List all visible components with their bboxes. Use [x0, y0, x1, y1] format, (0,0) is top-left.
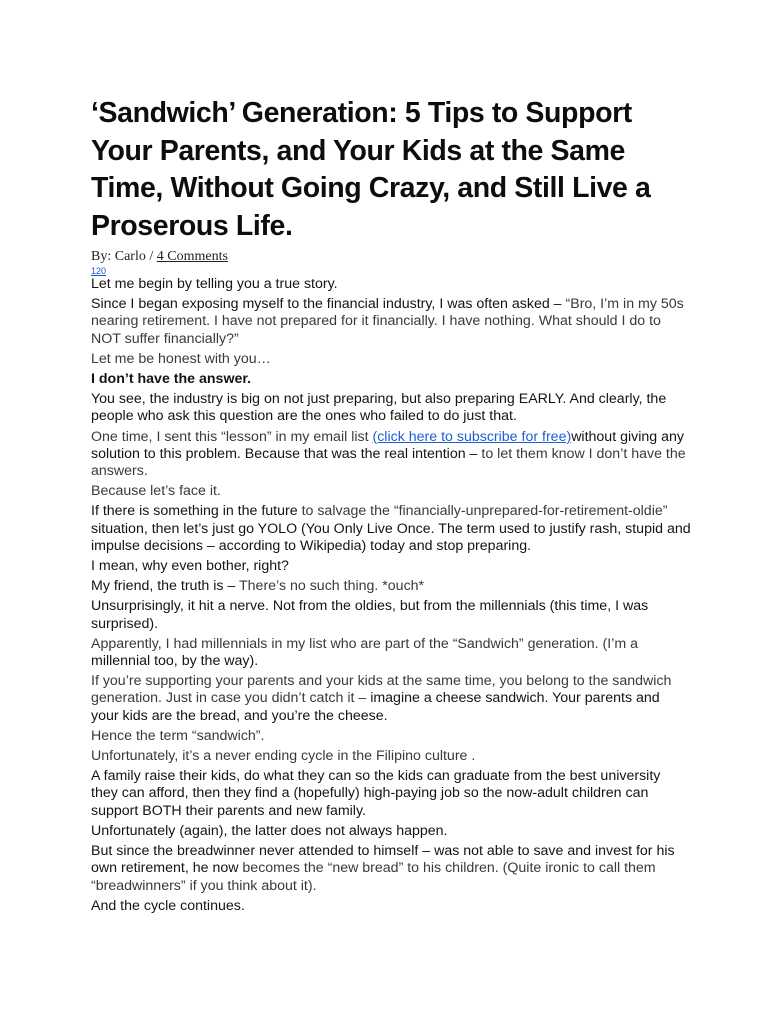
paragraph-4: I don’t have the answer.	[91, 371, 252, 388]
paragraph-12	[91, 636, 691, 670]
paragraph-12-text: Apparently, I had millennials in my list who are part of the “Sandwich” generation. (I’m a	[91, 635, 639, 652]
paragraph-8	[91, 503, 691, 555]
article	[91, 95, 691, 918]
paragraph-11: Unsurprisingly, it hit a nerve. Not from the oldies, but from the millennials (this time, I was surprised).	[91, 598, 649, 632]
paragraph-8-text-3: situation, then let’s just go YOLO (You Only Live Once. The term used to justify rash, stupid and impulse decisions – according to Wikipedia) today and stop preparing.	[91, 520, 691, 554]
paragraph-10-text-2: There’s no such thing. *ouch*	[239, 578, 425, 595]
paragraph-7: Because let’s face it.	[91, 483, 221, 500]
paragraph-15: Unfortunately, it’s a never ending cycle in the Filipino culture .	[91, 748, 476, 765]
article-title: ‘Sandwich’ Generation: 5 Tips to Support Your Parents, and Your Kids at the Same Time, Without Going Crazy, and Still Live a Proserous Life.	[91, 97, 651, 242]
paragraph-10	[91, 578, 691, 595]
paragraph-10-text: My friend, the truth is –	[91, 578, 239, 595]
paragraph-1: Let me begin by telling you a true story.	[91, 276, 338, 292]
paragraph-6-text: One time, I sent this “lesson” in my email list	[91, 428, 373, 445]
paragraph-18-text-2: becomes the “new bread” to his children. (Quite ironic to call them “breadwinners” if you think about it).	[91, 860, 656, 894]
paragraph-5: You see, the industry is big on not just preparing, but also preparing EARLY. And clearly, the people who ask this question are the ones who failed to do just that.	[91, 391, 667, 425]
paragraph-8-text-2: to salvage the “financially-unprepared-for-retirement-oldie”	[301, 503, 668, 520]
comments-link[interactable]: 4 Comments	[156, 249, 228, 264]
paragraph-13	[91, 673, 691, 725]
paragraph-14: Hence the term “sandwich”.	[91, 727, 265, 744]
paragraph-6-text-2: without giving any solution to this problem. Because that was the real intention –	[91, 428, 684, 462]
paragraph-13-text: If you’re supporting your parents and your kids at the same time, you belong to the sandwich generation. Just in case you didn’t catch it –	[91, 673, 672, 707]
paragraph-6-text-3: to let them know I don’t have the answers.	[91, 445, 686, 480]
paragraph-2-text: Since I began exposing myself to the financial industry, I was often asked –	[91, 296, 566, 313]
paragraph-19: And the cycle continues.	[91, 897, 245, 914]
paragraph-16: A family raise their kids, do what they can so the kids can graduate from the best university they can afford, then they find a (hopefully) high-paying job so the now-adult children can support BOTH their parents and new family.	[91, 768, 661, 819]
paragraph-12-text-2: millennial too, by the way).	[91, 653, 259, 670]
paragraph-2	[91, 296, 691, 348]
paragraph-18-text: But since the breadwinner never attended to himself – was not able to save and invest for his own retirement, he now	[91, 843, 675, 877]
paragraph-18	[91, 843, 691, 895]
paragraph-8-text: If there is something in the future	[91, 503, 302, 520]
author: By: Carlo /	[91, 249, 157, 264]
paragraph-6	[91, 429, 691, 481]
subscribe-link[interactable]: (click here to subscribe for free)	[372, 428, 572, 445]
paragraph-17: Unfortunately (again), the latter does not always happen.	[91, 822, 448, 839]
share-count-link[interactable]: 120	[91, 266, 107, 276]
paragraph-13-text-2: imagine a cheese sandwich. Your parents and your kids are the bread, and you’re the cheese.	[91, 690, 660, 724]
quote-text: “Bro, I’m in my 50s nearing retirement. I have not prepared for it financially. I have nothing. What should I do to NOT suffer financially?”	[91, 296, 684, 347]
paragraph-9: I mean, why even bother, right?	[91, 558, 289, 575]
paragraph-3: Let me be honest with you…	[91, 350, 271, 367]
byline	[91, 249, 691, 265]
